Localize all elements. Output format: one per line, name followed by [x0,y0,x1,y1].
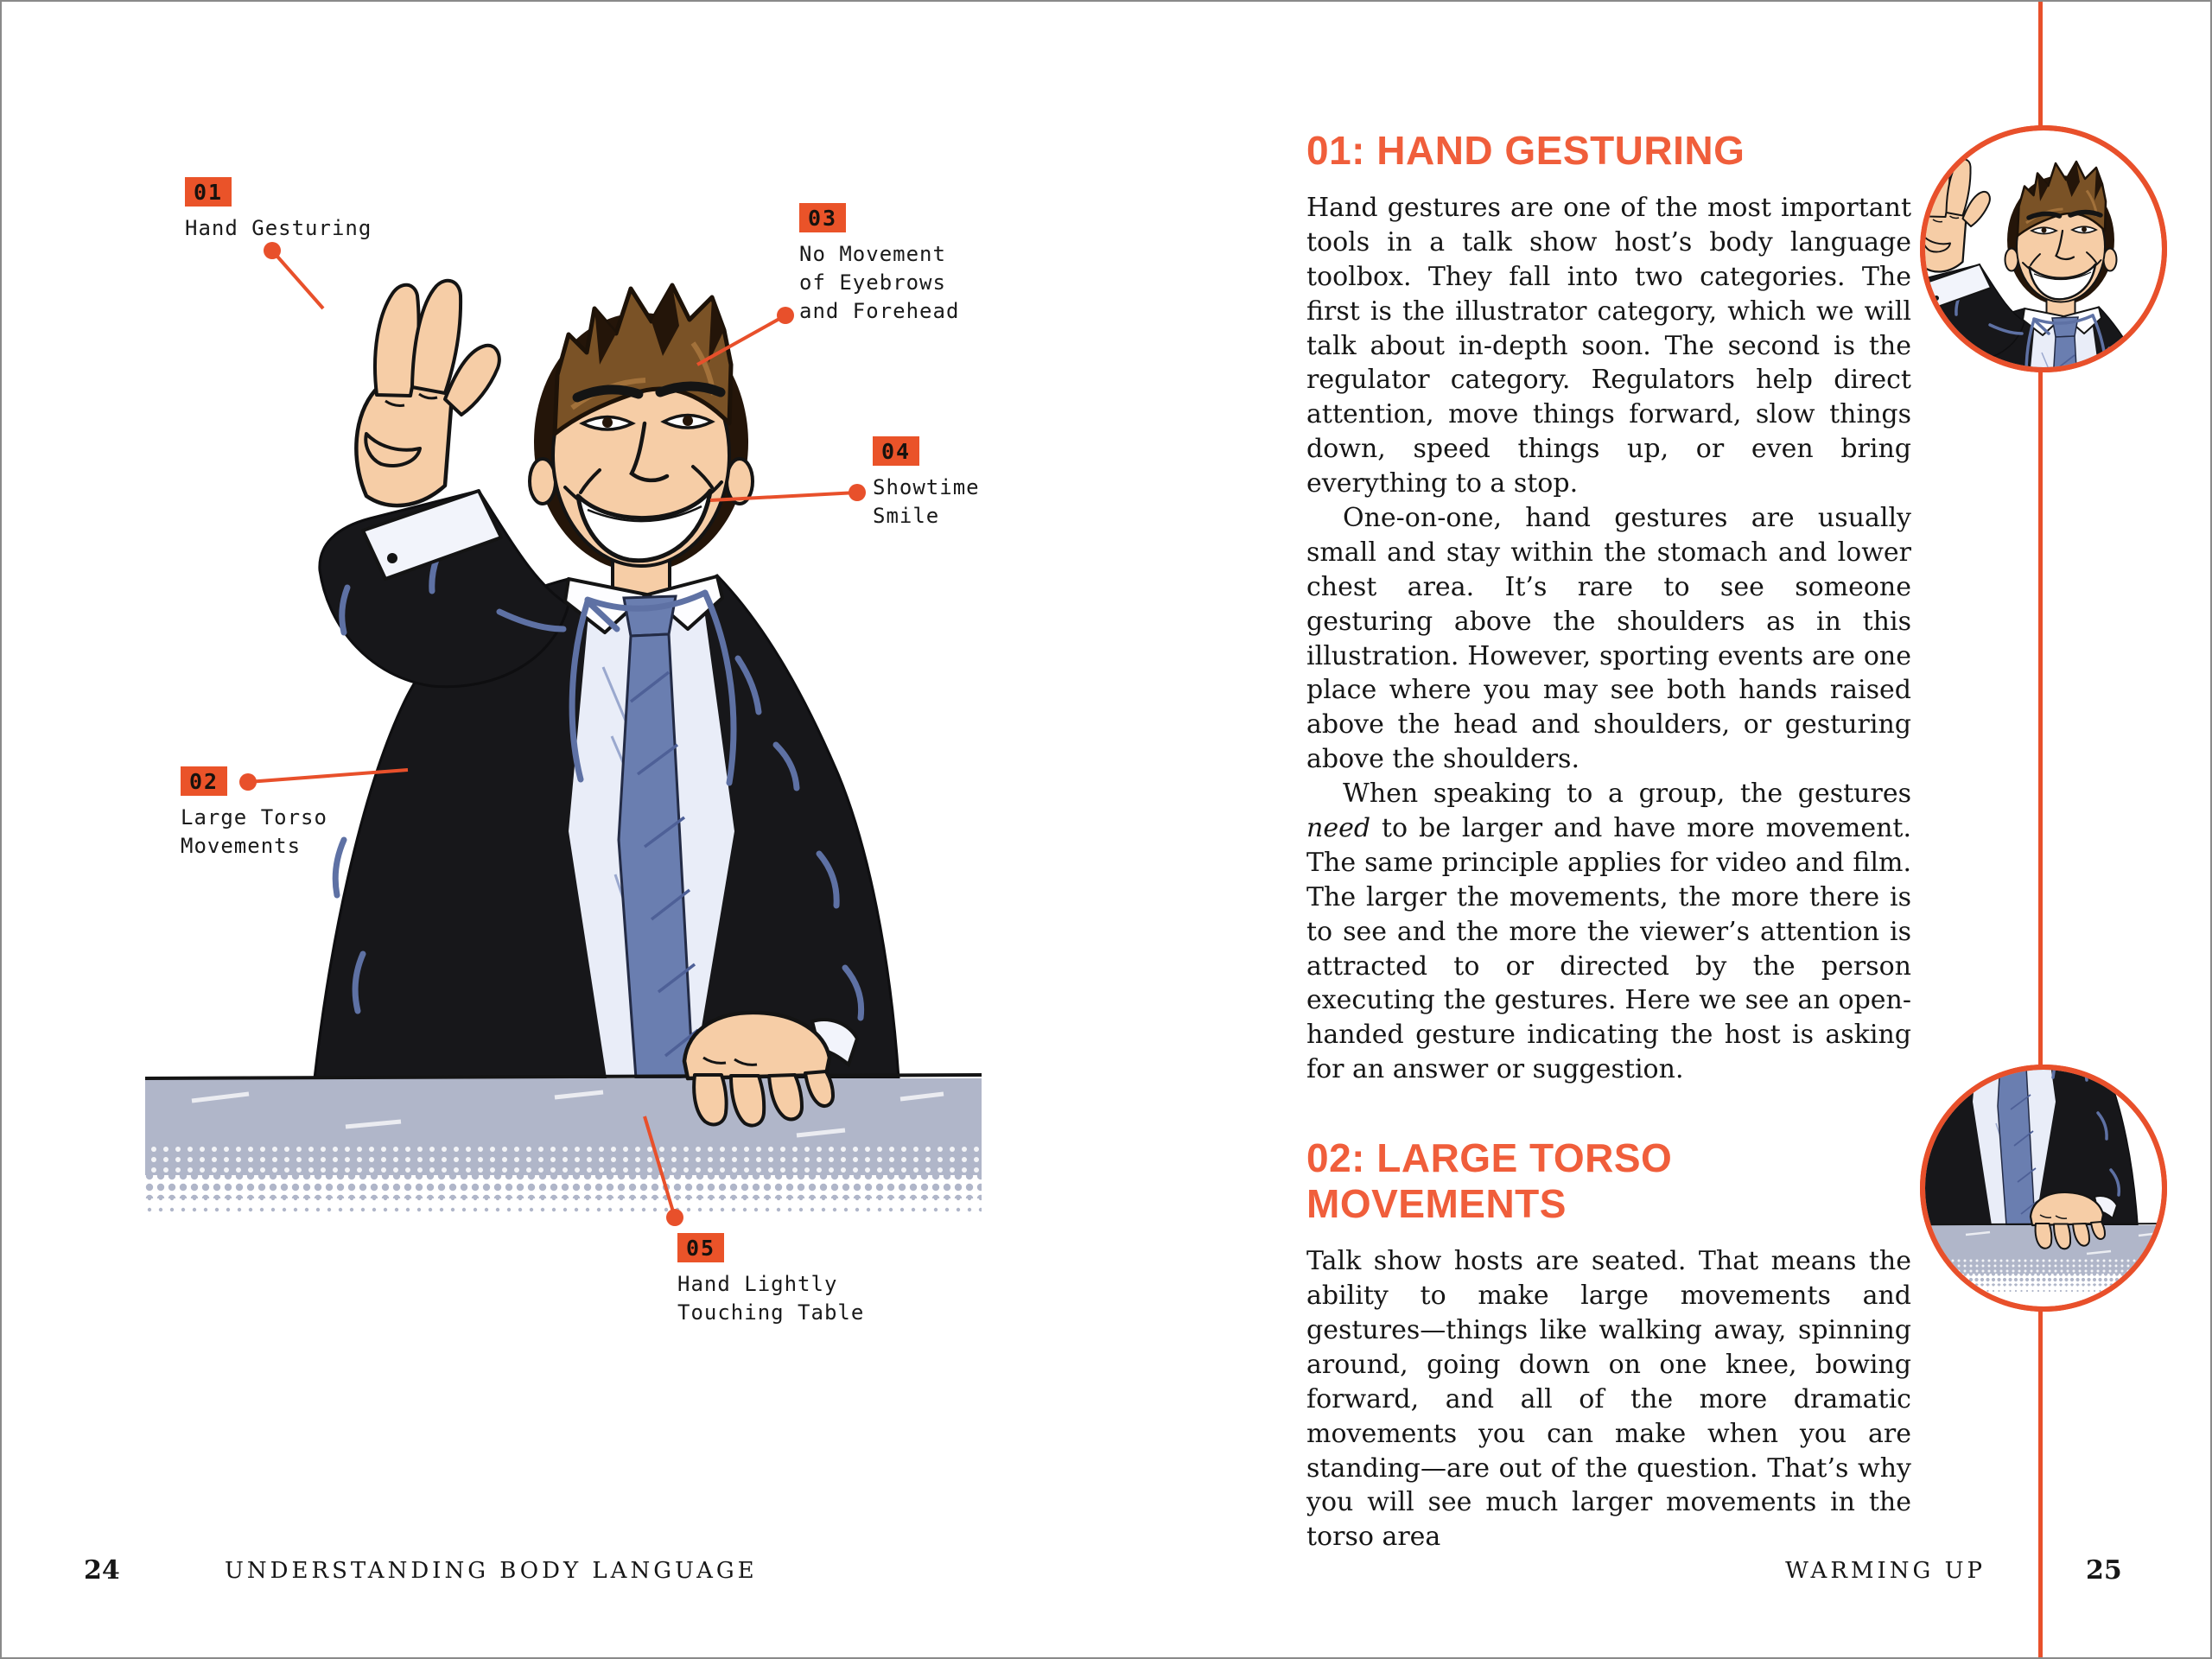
callout-label: No Movement [799,242,946,266]
callout-label: of Eyebrows [799,270,946,295]
vignette-top-circle [1917,123,2170,375]
folio-left: 24 [84,1555,120,1586]
callout-label: Large Torso [181,805,327,830]
body-paragraph: Hand gestures are one of the most important tools in a talk show host’s body language toolbox. They fall into two categories. The first is the illustrator category, which we will talk about in-depth soon. The second is the regulator category. Regulators help direct attention, move things forward, slow things down, speed things up, or even bring everything to a stop. [1306,193,1911,499]
callout-number-badge: 02 [181,766,227,796]
body-paragraph: One-on-one, hand gestures are usually small and stay within the stomach and lower chest area. It’s rare to see someone gesturing above the shoulders as in this illustration. However, sporting events are one place where you may see both hands raised above the head and shoulders, or gesturing above the shoulders. [1306,503,1911,775]
text-column [1306,128,1911,1554]
section-heading-01: 01: HAND GESTURING [1306,128,1745,173]
section-heading-02: 02: LARGE TORSO MOVEMENTS [1306,1135,1673,1227]
callout-label: Movements [181,834,302,858]
vignette-bottom-circle [1917,1062,2170,1314]
callout-number-badge: 04 [873,436,919,466]
callout-label: Hand Gesturing [185,216,372,240]
callout-label: Showtime [873,475,980,499]
callout-number-badge: 01 [185,177,232,207]
running-title-right: WARMING UP [1785,1558,1986,1584]
callout-02 [181,766,327,861]
body-paragraph: Talk show hosts are seated. That means the ability to make large movements and gestures—things like walking away, spinning around, going down on one knee, bowing forward, and all of the more dramatic movements you can make when you are standing—are out of the question. That’s why you will see much larger movements in the torso area [1306,1246,1911,1553]
folio-right: 25 [2086,1555,2122,1586]
callout-label: Smile [873,504,940,528]
running-title-left: UNDERSTANDING BODY LANGUAGE [225,1558,758,1584]
callout-03 [799,203,959,326]
callout-05 [677,1233,864,1327]
section-01-body [1306,191,1911,1087]
body-paragraph: When speaking to a group, the gestures need to be larger and have more movement. The same principle applies for video and film. The larger the movements, the more there is to see and the more the viewer’s attention is attracted to or directed by the person executing the gestures. Here we see an open-handed gesture indicating the host is asking for an answer or suggestion. [1306,779,1911,1085]
section-02-body [1306,1244,1911,1554]
callout-label: Hand Lightly [677,1272,838,1296]
callout-01 [185,177,372,243]
callout-label: and Forehead [799,299,960,323]
callout-04 [873,436,980,531]
callout-number-badge: 05 [677,1233,724,1262]
callout-label: Touching Table [677,1300,865,1325]
callout-number-badge: 03 [799,203,846,232]
